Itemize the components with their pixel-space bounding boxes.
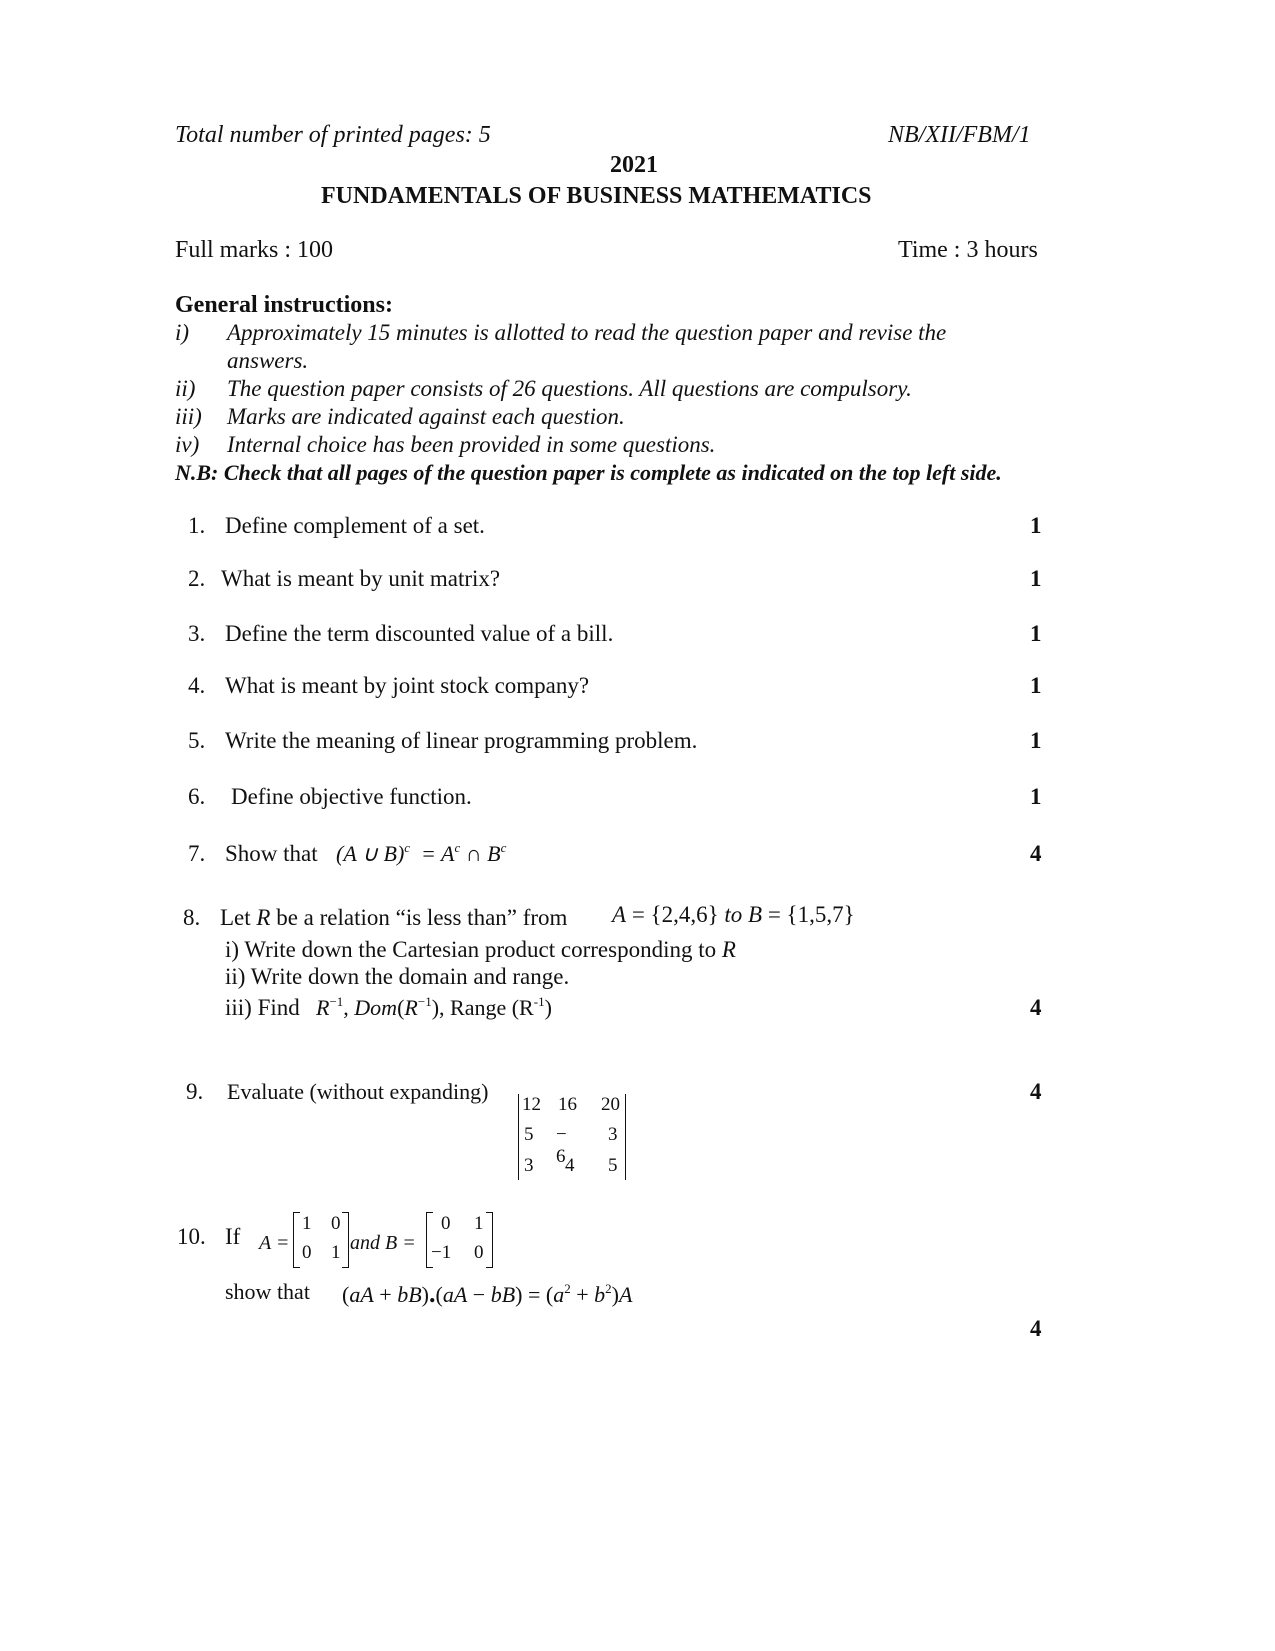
instruction-num: i) <box>175 320 190 345</box>
relation-sets-formula: A = {2,4,6} to B = {1,5,7} <box>612 902 855 927</box>
matrix-cell: 3 <box>608 1124 618 1145</box>
instruction-text: Approximately 15 minutes is allotted to read the question paper and revise the <box>227 320 947 345</box>
instructions-heading: General instructions: <box>175 292 393 318</box>
question-marks: 4 <box>1030 1316 1042 1341</box>
question-number: 1. <box>188 513 206 538</box>
question-marks: 1 <box>1030 513 1042 538</box>
question-number: 3. <box>188 621 206 646</box>
pages-note: Total number of printed pages: 5 <box>175 122 491 148</box>
instruction-text: Internal choice has been provided in some questions. <box>227 432 716 457</box>
question-text: Write the meaning of linear programming problem. <box>225 728 698 753</box>
question-text: Let R be a relation “is less than” from <box>220 905 568 930</box>
matrix-cell: 16 <box>558 1094 577 1115</box>
instruction-text-cont: answers. <box>227 348 309 373</box>
question-marks: 4 <box>1030 841 1042 866</box>
question-subpart: iii) Find <box>225 995 300 1020</box>
matrix-cell: 4 <box>565 1155 575 1176</box>
set-identity-formula: (A ∪ $B)^c = A^c$ ∩ $B^c$ <box>336 840 507 866</box>
paper-title: FUNDAMENTALS OF BUSINESS MATHEMATICS <box>321 183 872 209</box>
question-text: If <box>225 1224 241 1249</box>
matrix-cell: 5 <box>608 1155 618 1176</box>
instruction-num: iv) <box>175 432 200 457</box>
exam-time: Time : 3 hours <box>898 237 1038 263</box>
instruction-num: iii) <box>175 404 202 429</box>
exam-year: 2021 <box>610 152 658 178</box>
matrix-cell: 0 <box>441 1213 451 1234</box>
nb-note: N.B: Check that all pages of the question paper is complete as indicated on the top left side. <box>175 460 1002 485</box>
question-number: 6. <box>188 784 206 809</box>
matrix-cell: 0 <box>474 1242 484 1263</box>
matrix-a-right-bracket <box>342 1212 349 1268</box>
question-text: Define objective function. <box>231 784 472 809</box>
question-text: Evaluate (without expanding) <box>227 1079 489 1104</box>
question-subpart: ii) Write down the domain and range. <box>225 964 570 989</box>
determinant-right-bar <box>625 1094 626 1180</box>
matrix-a-label: A = <box>259 1232 290 1254</box>
question-text: What is meant by unit matrix? <box>221 566 501 591</box>
question-text: Define the term discounted value of a bill. <box>225 621 614 646</box>
matrix-cell: 3 <box>524 1155 534 1176</box>
question-subpart: show that <box>225 1279 310 1304</box>
question-number: 2. <box>188 566 206 591</box>
matrix-b-label: and B = <box>350 1232 416 1254</box>
question-marks: 1 <box>1030 566 1042 591</box>
question-number: 8. <box>183 905 201 930</box>
matrix-cell: 1 <box>331 1242 341 1263</box>
matrix-cell: −1 <box>431 1242 452 1263</box>
matrix-a-left-bracket <box>293 1212 300 1268</box>
matrix-cell: 1 <box>302 1213 312 1234</box>
inverse-relation-formula: $R^{-1}$, $Dom(R^{-1})$, Range $(R^{-1})$ <box>316 994 552 1020</box>
instruction-text: Marks are indicated against each question. <box>227 404 625 429</box>
question-marks: 1 <box>1030 673 1042 698</box>
matrix-cell: − 6 <box>556 1124 567 1167</box>
paper-code: NB/XII/FBM/1 <box>888 122 1031 148</box>
question-number: 5. <box>188 728 206 753</box>
question-number: 9. <box>186 1079 204 1104</box>
instruction-text: The question paper consists of 26 questions. All questions are compulsory. <box>227 376 912 401</box>
question-text: Define complement of a set. <box>225 513 485 538</box>
matrix-cell: 5 <box>524 1124 534 1145</box>
matrix-identity-formula: $(aA + bB).(aA - bB) = (a^2 + b^2)A$ <box>342 1279 633 1308</box>
question-marks: 1 <box>1030 621 1042 646</box>
full-marks: Full marks : 100 <box>175 237 334 263</box>
question-number: 7. <box>188 841 206 866</box>
matrix-cell: 0 <box>331 1213 341 1234</box>
matrix-cell: 12 <box>522 1094 541 1115</box>
question-marks: 1 <box>1030 784 1042 809</box>
question-subpart: i) Write down the Cartesian product corresponding to R <box>225 937 736 962</box>
question-marks: 4 <box>1030 1079 1042 1104</box>
question-text: What is meant by joint stock company? <box>225 673 590 698</box>
matrix-cell: 1 <box>474 1213 484 1234</box>
instruction-num: ii) <box>175 376 196 401</box>
matrix-cell: 0 <box>302 1242 312 1263</box>
determinant-left-bar <box>518 1094 519 1180</box>
matrix-b-right-bracket <box>486 1212 493 1268</box>
matrix-cell: 20 <box>601 1094 620 1115</box>
question-number: 10. <box>177 1224 206 1249</box>
question-number: 4. <box>188 673 206 698</box>
question-text: Show that <box>225 841 318 866</box>
question-marks: 1 <box>1030 728 1042 753</box>
question-marks: 4 <box>1030 995 1042 1020</box>
